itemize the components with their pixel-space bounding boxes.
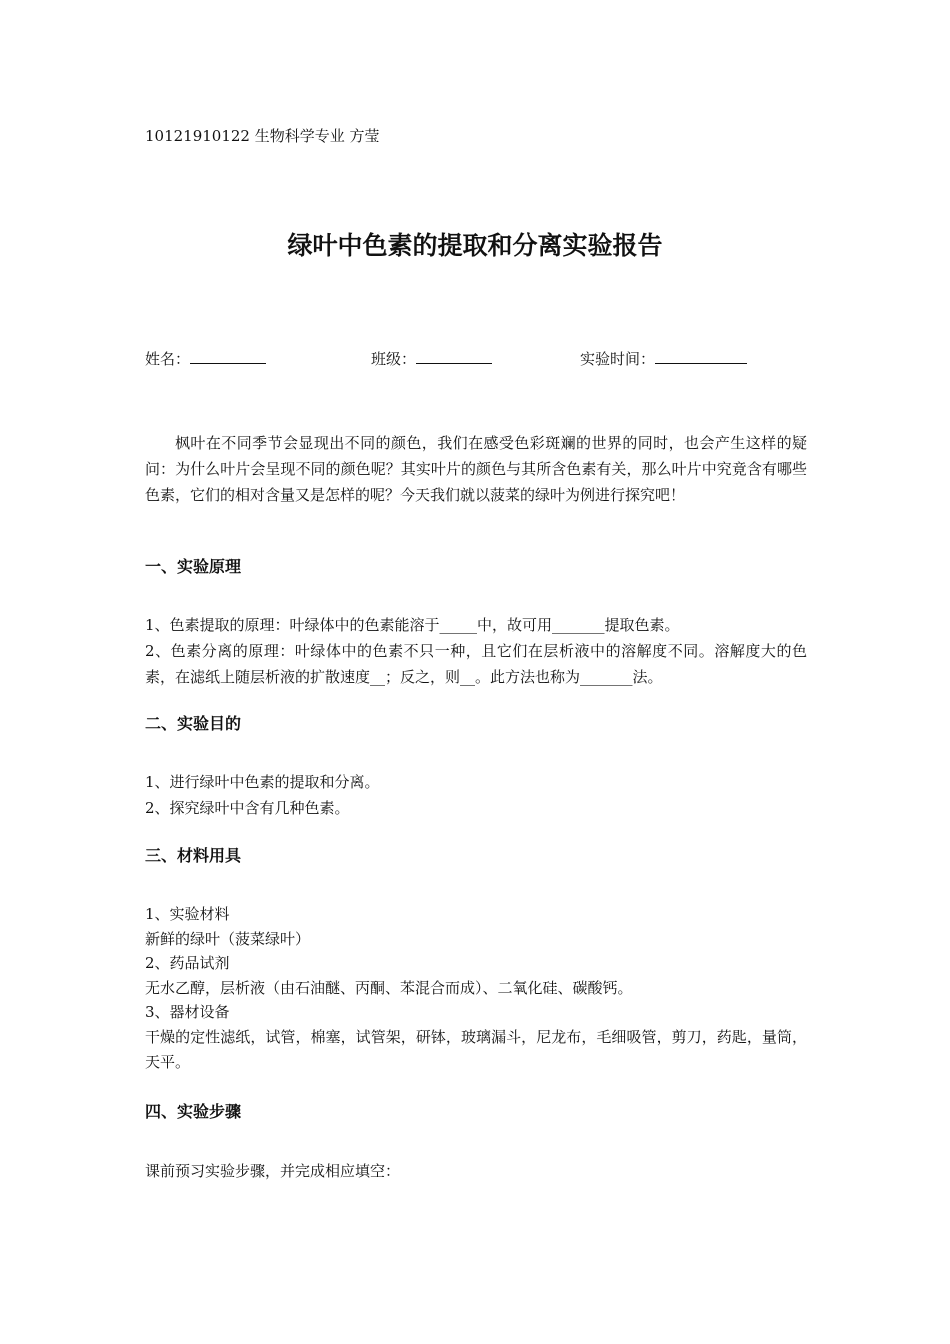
name-field <box>145 348 266 369</box>
class-label: 班级： <box>371 350 417 368</box>
list-item: 1、进行绿叶中色素的提取和分离。 <box>145 773 380 791</box>
section-heading-steps: 四、实验步骤 <box>145 1102 242 1121</box>
section-heading-principle: 一、实验原理 <box>145 557 242 576</box>
list-item: 3、器材设备 <box>145 1003 230 1022</box>
section-heading-purpose: 二、实验目的 <box>145 714 242 733</box>
list-item: 干燥的定性滤纸，试管，棉塞，试管架，研钵，玻璃漏斗，尼龙布，毛细吸管，剪刀，药匙，量筒，天平。 <box>145 1027 807 1071</box>
author-line: 10121910122 生物科学专业 方莹 <box>145 127 380 145</box>
list-item: 2、色素分离的原理：叶绿体中的色素不只一种，且它们在层析液中的溶解度不同。溶解度大的色素，在滤纸上随层析液的扩散速度__；反之，则__。此方法也称为_______法。 <box>145 642 807 686</box>
list-item: 课前预习实验步骤，并完成相应填空： <box>145 1162 401 1180</box>
page-title: 绿叶中色素的提取和分离实验报告 <box>287 231 663 260</box>
time-blank <box>655 349 747 364</box>
time-field <box>580 348 747 369</box>
steps-list <box>145 1158 807 1184</box>
list-item: 2、探究绿叶中含有几种色素。 <box>145 799 350 817</box>
materials-list <box>145 902 807 1074</box>
purpose-list <box>145 769 807 821</box>
list-item: 新鲜的绿叶（菠菜绿叶） <box>145 929 311 948</box>
list-item: 1、色素提取的原理：叶绿体中的色素能溶于_____中，故可用_______提取色素。 <box>145 616 680 634</box>
list-item: 无水乙醇，层析液（由石油醚、丙酮、苯混合而成）、二氧化硅、碳酸钙。 <box>145 978 633 997</box>
class-field <box>371 348 492 369</box>
list-item: 2、药品试剂 <box>145 954 230 973</box>
section-heading-materials: 三、材料用具 <box>145 846 242 865</box>
class-blank <box>416 349 492 364</box>
principle-list <box>145 612 807 690</box>
name-blank <box>190 349 266 364</box>
name-label: 姓名： <box>145 350 191 368</box>
intro-paragraph: 枫叶在不同季节会显现出不同的颜色，我们在感受色彩斑斓的世界的同时，也会产生这样的疑问：为什么叶片会呈现不同的颜色呢？其实叶片的颜色与其所含色素有关，那么叶片中究竟含有哪些色素，它们的相对含量又是怎样的呢？今天我们就以菠菜的绿叶为例进行探究吧！ <box>145 434 807 504</box>
time-label: 实验时间： <box>580 350 656 368</box>
list-item: 1、实验材料 <box>145 905 230 923</box>
